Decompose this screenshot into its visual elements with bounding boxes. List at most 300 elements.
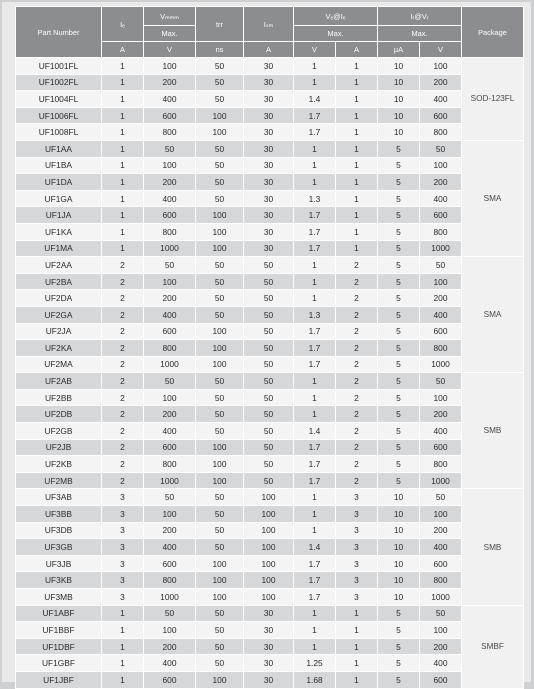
datasheet-page — [2, 2, 531, 685]
cell-vf: 1 — [294, 638, 336, 655]
cell-vf-if: 3 — [336, 572, 378, 589]
cell-ifsm: 50 — [244, 340, 294, 357]
cell-vf-if: 2 — [336, 290, 378, 307]
cell-trr: 50 — [196, 257, 244, 274]
cell-if: 1 — [102, 58, 144, 75]
cell-vf: 1 — [294, 58, 336, 75]
cell-vf: 1 — [294, 522, 336, 539]
cell-vf: 1.7 — [294, 124, 336, 141]
cell-part-number: UF2AB — [16, 373, 102, 390]
cell-ifsm: 50 — [244, 323, 294, 340]
cell-vrrm: 1000 — [144, 240, 196, 257]
cell-ifsm: 30 — [244, 190, 294, 207]
cell-part-number: UF1006FL — [16, 107, 102, 124]
cell-ir: 5 — [378, 655, 420, 672]
header-vrrm: Vₘₘₘ — [144, 7, 196, 26]
cell-vrrm: 400 — [144, 306, 196, 323]
cell-vf: 1.7 — [294, 107, 336, 124]
table-row — [16, 107, 524, 124]
cell-package: SMB — [462, 489, 524, 605]
table-row — [16, 273, 524, 290]
cell-if: 1 — [102, 638, 144, 655]
cell-vf: 1 — [294, 257, 336, 274]
cell-ir: 10 — [378, 91, 420, 108]
cell-ir: 5 — [378, 456, 420, 473]
cell-vf-if: 3 — [336, 555, 378, 572]
cell-vr: 100 — [420, 389, 462, 406]
cell-vr: 400 — [420, 306, 462, 323]
cell-if: 2 — [102, 406, 144, 423]
cell-vf: 1 — [294, 406, 336, 423]
cell-vr: 1000 — [420, 356, 462, 373]
unit-vf-if: A — [336, 42, 378, 58]
cell-part-number: UF1GBF — [16, 655, 102, 672]
cell-vrrm: 400 — [144, 423, 196, 440]
unit-ir: µA — [378, 42, 420, 58]
header-ir-at-vr: Iᵣ@Vᵣ — [378, 7, 462, 26]
cell-vr: 200 — [420, 406, 462, 423]
cell-part-number: UF1AA — [16, 140, 102, 157]
cell-ir: 5 — [378, 638, 420, 655]
cell-if: 2 — [102, 423, 144, 440]
cell-vf: 1 — [294, 373, 336, 390]
cell-if: 1 — [102, 622, 144, 639]
cell-vr: 50 — [420, 489, 462, 506]
table-row — [16, 389, 524, 406]
cell-vrrm: 200 — [144, 638, 196, 655]
table-row — [16, 74, 524, 91]
cell-vf-if: 1 — [336, 107, 378, 124]
cell-ir: 5 — [378, 323, 420, 340]
cell-vf-if: 1 — [336, 240, 378, 257]
cell-ifsm: 50 — [244, 257, 294, 274]
table-row — [16, 323, 524, 340]
cell-ifsm: 30 — [244, 223, 294, 240]
cell-ir: 5 — [378, 423, 420, 440]
cell-ir: 5 — [378, 373, 420, 390]
cell-vrrm: 50 — [144, 140, 196, 157]
cell-part-number: UF1JA — [16, 207, 102, 224]
table-row — [16, 373, 524, 390]
diode-spec-table — [15, 6, 524, 689]
cell-ir: 10 — [378, 107, 420, 124]
cell-vf: 1.7 — [294, 240, 336, 257]
cell-ir: 5 — [378, 671, 420, 688]
cell-vr: 600 — [420, 207, 462, 224]
cell-vr: 800 — [420, 223, 462, 240]
cell-trr: 50 — [196, 273, 244, 290]
cell-vf: 1.7 — [294, 589, 336, 606]
cell-vf: 1 — [294, 290, 336, 307]
cell-trr: 100 — [196, 124, 244, 141]
cell-vf-if: 2 — [336, 373, 378, 390]
cell-vrrm: 1000 — [144, 589, 196, 606]
cell-part-number: UF2JB — [16, 439, 102, 456]
cell-vf: 1 — [294, 140, 336, 157]
cell-ifsm: 50 — [244, 290, 294, 307]
cell-if: 3 — [102, 489, 144, 506]
cell-part-number: UF2GB — [16, 423, 102, 440]
table-row — [16, 174, 524, 191]
cell-vf-if: 2 — [336, 257, 378, 274]
cell-part-number: UF2BB — [16, 389, 102, 406]
cell-vf: 1 — [294, 174, 336, 191]
cell-ifsm: 50 — [244, 373, 294, 390]
cell-if: 1 — [102, 207, 144, 224]
header-part-number: Part Number — [16, 7, 102, 58]
cell-vf-if: 2 — [336, 356, 378, 373]
cell-ifsm: 50 — [244, 389, 294, 406]
table-row — [16, 423, 524, 440]
cell-vrrm: 200 — [144, 290, 196, 307]
cell-vf: 1 — [294, 489, 336, 506]
cell-ir: 5 — [378, 306, 420, 323]
cell-ir: 5 — [378, 356, 420, 373]
cell-vr: 50 — [420, 140, 462, 157]
cell-vrrm: 600 — [144, 107, 196, 124]
cell-package: SMBF — [462, 605, 524, 688]
cell-ir: 10 — [378, 555, 420, 572]
cell-vrrm: 100 — [144, 157, 196, 174]
cell-vf-if: 1 — [336, 174, 378, 191]
cell-ifsm: 30 — [244, 240, 294, 257]
cell-vf: 1.7 — [294, 356, 336, 373]
cell-ir: 5 — [378, 472, 420, 489]
cell-vf-if: 1 — [336, 671, 378, 688]
cell-part-number: UF2MB — [16, 472, 102, 489]
table-row — [16, 522, 524, 539]
cell-vrrm: 600 — [144, 439, 196, 456]
cell-part-number: UF2DA — [16, 290, 102, 307]
cell-trr: 50 — [196, 406, 244, 423]
cell-vrrm: 50 — [144, 257, 196, 274]
cell-ir: 10 — [378, 489, 420, 506]
cell-ir: 5 — [378, 157, 420, 174]
cell-ifsm: 30 — [244, 638, 294, 655]
table-row — [16, 655, 524, 672]
cell-ifsm: 30 — [244, 107, 294, 124]
cell-ifsm: 50 — [244, 306, 294, 323]
unit-vf: V — [294, 42, 336, 58]
cell-trr: 100 — [196, 356, 244, 373]
cell-part-number: UF2BA — [16, 273, 102, 290]
cell-vrrm: 100 — [144, 389, 196, 406]
cell-ir: 5 — [378, 605, 420, 622]
table-row — [16, 406, 524, 423]
cell-vf-if: 1 — [336, 638, 378, 655]
cell-vf: 1 — [294, 506, 336, 523]
cell-ifsm: 100 — [244, 489, 294, 506]
cell-vf: 1.68 — [294, 671, 336, 688]
cell-vr: 50 — [420, 605, 462, 622]
cell-package: SMA — [462, 257, 524, 373]
table-row — [16, 439, 524, 456]
cell-vf-if: 3 — [336, 522, 378, 539]
cell-vr: 800 — [420, 572, 462, 589]
cell-if: 3 — [102, 589, 144, 606]
cell-vf: 1.7 — [294, 207, 336, 224]
cell-ir: 5 — [378, 207, 420, 224]
cell-ifsm: 100 — [244, 539, 294, 556]
table-row — [16, 605, 524, 622]
table-row — [16, 356, 524, 373]
cell-trr: 100 — [196, 207, 244, 224]
table-row — [16, 140, 524, 157]
cell-ir: 10 — [378, 522, 420, 539]
cell-ir: 10 — [378, 74, 420, 91]
cell-part-number: UF1GA — [16, 190, 102, 207]
table-row — [16, 340, 524, 357]
cell-part-number: UF2AA — [16, 257, 102, 274]
cell-if: 3 — [102, 522, 144, 539]
cell-vrrm: 600 — [144, 555, 196, 572]
cell-vf-if: 1 — [336, 605, 378, 622]
cell-trr: 100 — [196, 572, 244, 589]
cell-ir: 10 — [378, 58, 420, 75]
cell-vf-if: 1 — [336, 157, 378, 174]
cell-vrrm: 400 — [144, 539, 196, 556]
cell-vf: 1.7 — [294, 340, 336, 357]
cell-vf: 1.4 — [294, 91, 336, 108]
cell-ifsm: 30 — [244, 157, 294, 174]
cell-if: 3 — [102, 506, 144, 523]
cell-vr: 400 — [420, 539, 462, 556]
cell-vrrm: 100 — [144, 273, 196, 290]
cell-if: 3 — [102, 539, 144, 556]
cell-vr: 400 — [420, 91, 462, 108]
header-if: Iₑ — [102, 7, 144, 42]
cell-trr: 100 — [196, 323, 244, 340]
cell-trr: 50 — [196, 389, 244, 406]
cell-part-number: UF1ABF — [16, 605, 102, 622]
cell-vrrm: 200 — [144, 406, 196, 423]
cell-vrrm: 600 — [144, 207, 196, 224]
cell-if: 1 — [102, 655, 144, 672]
cell-if: 1 — [102, 190, 144, 207]
cell-trr: 50 — [196, 373, 244, 390]
cell-vf-if: 1 — [336, 58, 378, 75]
cell-trr: 50 — [196, 58, 244, 75]
cell-vf-if: 2 — [336, 273, 378, 290]
cell-part-number: UF2KB — [16, 456, 102, 473]
cell-vr: 600 — [420, 323, 462, 340]
cell-ir: 5 — [378, 273, 420, 290]
cell-ifsm: 30 — [244, 74, 294, 91]
cell-vf: 1.3 — [294, 306, 336, 323]
cell-if: 2 — [102, 323, 144, 340]
cell-vrrm: 400 — [144, 91, 196, 108]
cell-trr: 50 — [196, 489, 244, 506]
table-header — [16, 7, 524, 58]
cell-if: 2 — [102, 439, 144, 456]
cell-trr: 50 — [196, 522, 244, 539]
cell-vrrm: 400 — [144, 190, 196, 207]
cell-ir: 5 — [378, 290, 420, 307]
cell-part-number: UF1DBF — [16, 638, 102, 655]
unit-trr: ns — [196, 42, 244, 58]
cell-trr: 100 — [196, 107, 244, 124]
cell-vf-if: 3 — [336, 489, 378, 506]
cell-vf-if: 1 — [336, 91, 378, 108]
cell-if: 1 — [102, 124, 144, 141]
cell-trr: 50 — [196, 190, 244, 207]
cell-vrrm: 600 — [144, 671, 196, 688]
cell-vf: 1.25 — [294, 655, 336, 672]
cell-vrrm: 50 — [144, 489, 196, 506]
cell-trr: 50 — [196, 74, 244, 91]
header-trr: trr — [196, 7, 244, 42]
cell-part-number: UF3MB — [16, 589, 102, 606]
cell-vrrm: 200 — [144, 74, 196, 91]
cell-vrrm: 200 — [144, 522, 196, 539]
cell-part-number: UF3JB — [16, 555, 102, 572]
cell-ifsm: 100 — [244, 589, 294, 606]
header-vf-max: Max. — [294, 26, 378, 42]
cell-part-number: UF3GB — [16, 539, 102, 556]
cell-trr: 50 — [196, 157, 244, 174]
cell-ifsm: 100 — [244, 572, 294, 589]
cell-ifsm: 50 — [244, 423, 294, 440]
cell-vf: 1.7 — [294, 572, 336, 589]
cell-vr: 800 — [420, 124, 462, 141]
cell-vf-if: 3 — [336, 539, 378, 556]
table-row — [16, 589, 524, 606]
table-row — [16, 91, 524, 108]
cell-ir: 10 — [378, 124, 420, 141]
cell-if: 1 — [102, 157, 144, 174]
cell-vr: 200 — [420, 638, 462, 655]
cell-trr: 50 — [196, 174, 244, 191]
table-row — [16, 240, 524, 257]
cell-vf-if: 1 — [336, 140, 378, 157]
cell-vf: 1.7 — [294, 323, 336, 340]
cell-vrrm: 1000 — [144, 356, 196, 373]
cell-ifsm: 30 — [244, 58, 294, 75]
header-ir-max: Max. — [378, 26, 462, 42]
table-row — [16, 555, 524, 572]
cell-package: SMB — [462, 373, 524, 489]
cell-vf-if: 1 — [336, 655, 378, 672]
header-package: Package — [462, 7, 524, 58]
cell-vr: 600 — [420, 555, 462, 572]
table-row — [16, 207, 524, 224]
cell-vr: 200 — [420, 174, 462, 191]
cell-ir: 10 — [378, 572, 420, 589]
cell-vf-if: 2 — [336, 406, 378, 423]
cell-vrrm: 800 — [144, 572, 196, 589]
cell-if: 3 — [102, 572, 144, 589]
cell-part-number: UF1002FL — [16, 74, 102, 91]
table-row — [16, 190, 524, 207]
cell-vrrm: 800 — [144, 223, 196, 240]
cell-vf: 1.7 — [294, 439, 336, 456]
cell-ifsm: 100 — [244, 506, 294, 523]
cell-vrrm: 800 — [144, 340, 196, 357]
cell-ifsm: 30 — [244, 91, 294, 108]
cell-vr: 50 — [420, 257, 462, 274]
cell-part-number: UF1008FL — [16, 124, 102, 141]
cell-if: 1 — [102, 240, 144, 257]
unit-vrrm: V — [144, 42, 196, 58]
cell-vr: 100 — [420, 622, 462, 639]
cell-part-number: UF2JA — [16, 323, 102, 340]
unit-vr: V — [420, 42, 462, 58]
cell-ir: 10 — [378, 539, 420, 556]
cell-vr: 400 — [420, 423, 462, 440]
cell-ifsm: 30 — [244, 671, 294, 688]
cell-if: 2 — [102, 373, 144, 390]
cell-trr: 100 — [196, 240, 244, 257]
table-row — [16, 671, 524, 688]
table-row — [16, 638, 524, 655]
cell-ir: 10 — [378, 589, 420, 606]
table-row — [16, 472, 524, 489]
cell-if: 2 — [102, 257, 144, 274]
cell-ir: 5 — [378, 406, 420, 423]
unit-ifsm: A — [244, 42, 294, 58]
cell-trr: 100 — [196, 555, 244, 572]
table-row — [16, 456, 524, 473]
cell-vf: 1 — [294, 622, 336, 639]
cell-vr: 1000 — [420, 472, 462, 489]
cell-vf: 1.3 — [294, 190, 336, 207]
cell-package: SOD-123FL — [462, 58, 524, 141]
cell-vf: 1.7 — [294, 472, 336, 489]
cell-vr: 800 — [420, 340, 462, 357]
table-row — [16, 58, 524, 75]
cell-part-number: UF2KA — [16, 340, 102, 357]
cell-if: 2 — [102, 290, 144, 307]
cell-part-number: UF3BB — [16, 506, 102, 523]
cell-vf: 1 — [294, 389, 336, 406]
cell-vf: 1.7 — [294, 456, 336, 473]
cell-vr: 200 — [420, 290, 462, 307]
cell-if: 2 — [102, 340, 144, 357]
cell-ifsm: 50 — [244, 356, 294, 373]
cell-trr: 100 — [196, 671, 244, 688]
cell-ifsm: 50 — [244, 406, 294, 423]
cell-vf: 1.7 — [294, 555, 336, 572]
cell-if: 2 — [102, 389, 144, 406]
cell-vr: 200 — [420, 74, 462, 91]
cell-vr: 50 — [420, 373, 462, 390]
cell-ifsm: 30 — [244, 622, 294, 639]
cell-vf: 1.7 — [294, 223, 336, 240]
cell-ir: 5 — [378, 257, 420, 274]
cell-part-number: UF1JBF — [16, 671, 102, 688]
table-row — [16, 306, 524, 323]
cell-ir: 5 — [378, 340, 420, 357]
cell-vrrm: 1000 — [144, 472, 196, 489]
table-row — [16, 572, 524, 589]
cell-vr: 800 — [420, 456, 462, 473]
cell-vrrm: 50 — [144, 605, 196, 622]
cell-vr: 200 — [420, 522, 462, 539]
cell-vrrm: 200 — [144, 174, 196, 191]
cell-if: 1 — [102, 174, 144, 191]
cell-if: 2 — [102, 472, 144, 489]
cell-vf-if: 2 — [336, 439, 378, 456]
cell-vr: 100 — [420, 273, 462, 290]
cell-ifsm: 50 — [244, 273, 294, 290]
cell-part-number: UF1BBF — [16, 622, 102, 639]
cell-vr: 600 — [420, 671, 462, 688]
cell-vf: 1.4 — [294, 423, 336, 440]
cell-vf: 1 — [294, 74, 336, 91]
cell-part-number: UF2MA — [16, 356, 102, 373]
cell-trr: 50 — [196, 140, 244, 157]
cell-if: 1 — [102, 671, 144, 688]
